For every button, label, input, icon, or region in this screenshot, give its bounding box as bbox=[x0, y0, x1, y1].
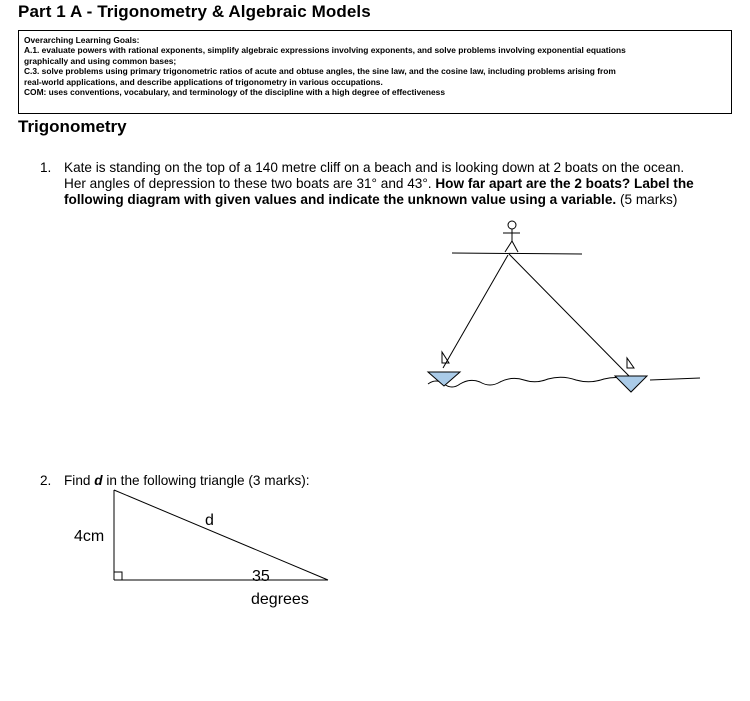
right-triangle bbox=[114, 490, 328, 580]
question-2-variable: d bbox=[94, 473, 103, 488]
goal-line: C.3. solve problems using primary trigonometric ratios of acute and obtuse angles, the sine law, and the cosine law, including problems arising from bbox=[24, 66, 616, 77]
question-2-suffix: in the following triangle (3 marks): bbox=[106, 473, 310, 488]
question-1-marks: (5 marks) bbox=[619, 192, 678, 207]
question-1-line-1: Kate is standing on the top of a 140 metre cliff on a beach and is looking down at 2 boats on the ocean. bbox=[64, 160, 685, 175]
cliff-top-line bbox=[452, 253, 582, 254]
question-2-prefix: Find bbox=[64, 473, 91, 488]
goal-line: COM: uses conventions, vocabulary, and terminology of the discipline with a high degree of effectiveness bbox=[24, 87, 446, 98]
right-angle-marker bbox=[114, 572, 122, 580]
water-waves bbox=[428, 377, 640, 387]
triangle-side-label: 4cm bbox=[74, 528, 105, 545]
triangle-angle-unit: degrees bbox=[251, 591, 309, 608]
goal-line: graphically and using common bases; bbox=[24, 55, 177, 66]
page-title: Part 1 A - Trigonometry & Algebraic Models bbox=[18, 2, 371, 21]
goal-line: real-world applications, and describe applications of trigonometry in various occupations. bbox=[24, 76, 383, 87]
sight-line-boat-2 bbox=[509, 254, 631, 378]
triangle-angle-value: 35 bbox=[252, 568, 270, 585]
goals-heading: Overarching Learning Goals: bbox=[24, 35, 140, 45]
boat-1-icon bbox=[428, 352, 460, 386]
question-1-line-3-bold: following diagram with given values and indicate the unknown value using a variable. bbox=[64, 192, 617, 207]
question-1-line-2-plain: Her angles of depression to these two boats are 31° and 43°. bbox=[64, 176, 432, 191]
goal-line: A.1. evaluate powers with rational exponents, simplify algebraic expressions involving exponents, and solve problems involving exponential equations bbox=[24, 45, 626, 56]
boat-2-icon bbox=[615, 358, 647, 392]
triangle-hypotenuse-label: d bbox=[205, 512, 214, 529]
question-2-number: 2. bbox=[40, 473, 52, 488]
section-heading: Trigonometry bbox=[18, 117, 127, 136]
water-line-right bbox=[650, 378, 700, 380]
person-figure bbox=[503, 221, 520, 252]
question-1-line-2-bold: How far apart are the 2 boats? Label the bbox=[435, 176, 694, 191]
question-1-number: 1. bbox=[40, 160, 52, 175]
sight-line-boat-1 bbox=[443, 255, 508, 368]
